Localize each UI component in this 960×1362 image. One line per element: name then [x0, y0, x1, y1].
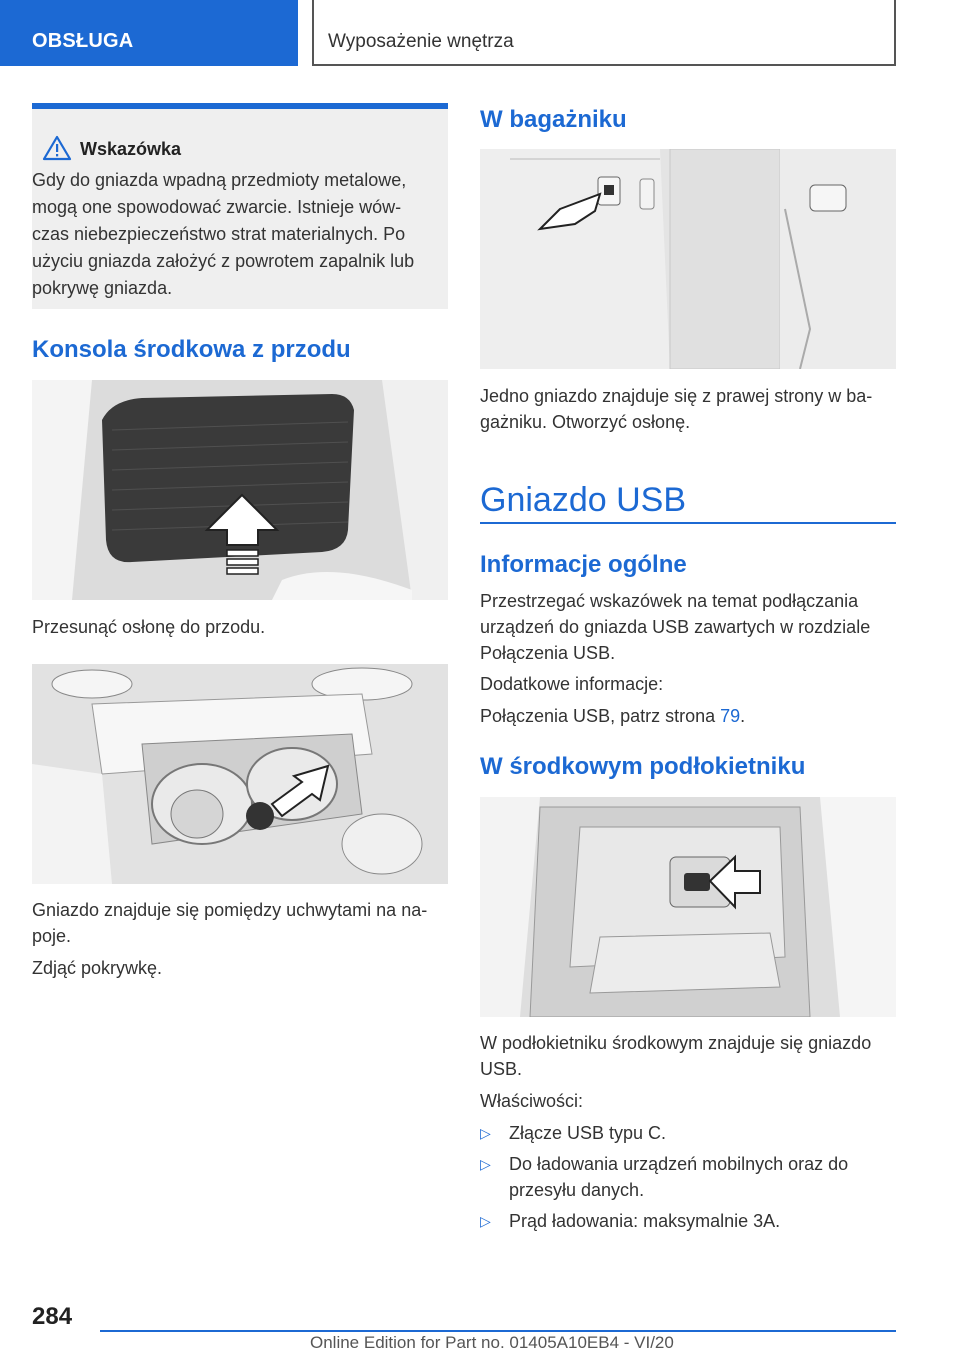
armrest-line: W podłokietniku środkowym znajduje się gniazdo [480, 1033, 872, 1053]
caption-slide-cover: Przesunąć osłonę do przodu. [32, 617, 266, 637]
image-trunk-socket [480, 149, 896, 369]
armrest-line: USB. [480, 1059, 523, 1079]
reference-end: . [740, 706, 746, 726]
bullet-text: Prąd ładowania: maksymalnie 3A. [509, 1211, 781, 1231]
armrest-description [480, 1030, 896, 1082]
caption-remove-cap: Zdjąć pokrywkę. [32, 958, 163, 978]
heading-trunk: W bagażniku [480, 106, 627, 133]
general-line: urządzeń do gniazda USB zawartych w rozdziale [480, 617, 871, 637]
section-label: OBSŁUGA [32, 30, 134, 52]
warning-text [32, 167, 448, 302]
heading-usb-socket: Gniazdo USB [480, 481, 686, 519]
chapter-label: Wyposażenie wnętrza [328, 31, 514, 52]
bullet-marker-icon: ▷ [480, 1213, 491, 1229]
warning-line: Gdy do gniazda wpadną przedmioty metalowe, [32, 170, 407, 190]
chapter-tab [312, 0, 896, 66]
caption-line: Gniazdo znajduje się pomiędzy uchwytami na na- [32, 900, 428, 920]
warning-title: Wskazówka [80, 139, 182, 159]
bullet-item [480, 1208, 896, 1234]
heading-armrest: W środkowym podłokietniku [480, 753, 806, 780]
warning-line: mogą one spowodować zwarcie. Istnieje wów- [32, 197, 402, 217]
warning-line: użyciu gniazda założyć z powrotem zapalnik lub [32, 251, 415, 271]
image-armrest-usb [480, 797, 896, 1017]
bullet-text: Złącze USB typu C. [509, 1123, 667, 1143]
warning-triangle-icon [42, 135, 72, 161]
section-tab [0, 0, 298, 66]
image-console-cover [32, 380, 448, 600]
reference-text: Połączenia USB, patrz strona [480, 706, 721, 726]
caption-socket-location [32, 897, 448, 949]
image-cupholders [32, 664, 448, 884]
heading-rule [480, 522, 896, 524]
general-info-text [480, 588, 896, 666]
caption-line: poje. [32, 926, 72, 946]
heading-front-console: Konsola środkowa z przodu [32, 336, 351, 363]
page-number: 284 [32, 1303, 73, 1330]
properties-label: Właściwości: [480, 1091, 584, 1111]
reference-page-link[interactable]: 79 [720, 706, 741, 726]
additional-info-label: Dodatkowe informacje: [480, 674, 664, 694]
bullet-item [480, 1120, 896, 1146]
footer-edition: Online Edition for Part no. 01405A10EB4 - VI/20 [310, 1333, 674, 1352]
page-reference [480, 703, 896, 729]
warning-box [32, 103, 448, 309]
trunk-description [480, 383, 896, 435]
bullet-marker-icon: ▷ [480, 1125, 491, 1141]
footer-rule [100, 1330, 896, 1332]
general-line: Przestrzegać wskazówek na temat podłączania [480, 591, 859, 611]
bullet-item [480, 1151, 896, 1203]
bullet-text: Do ładowania urządzeń mobilnych oraz do [509, 1154, 849, 1174]
warning-line: czas niebezpieczeństwo strat materialnych. Po [32, 224, 406, 244]
trunk-line: gażniku. Otworzyć osłonę. [480, 412, 691, 432]
trunk-line: Jedno gniazdo znajduje się z prawej strony w ba- [480, 386, 873, 406]
bullet-text: przesyłu danych. [509, 1180, 645, 1200]
heading-general-info: Informacje ogólne [480, 551, 687, 578]
bullet-marker-icon: ▷ [480, 1156, 491, 1172]
general-line: Połączenia USB. [480, 643, 616, 663]
warning-line: pokrywę gniazda. [32, 278, 173, 298]
